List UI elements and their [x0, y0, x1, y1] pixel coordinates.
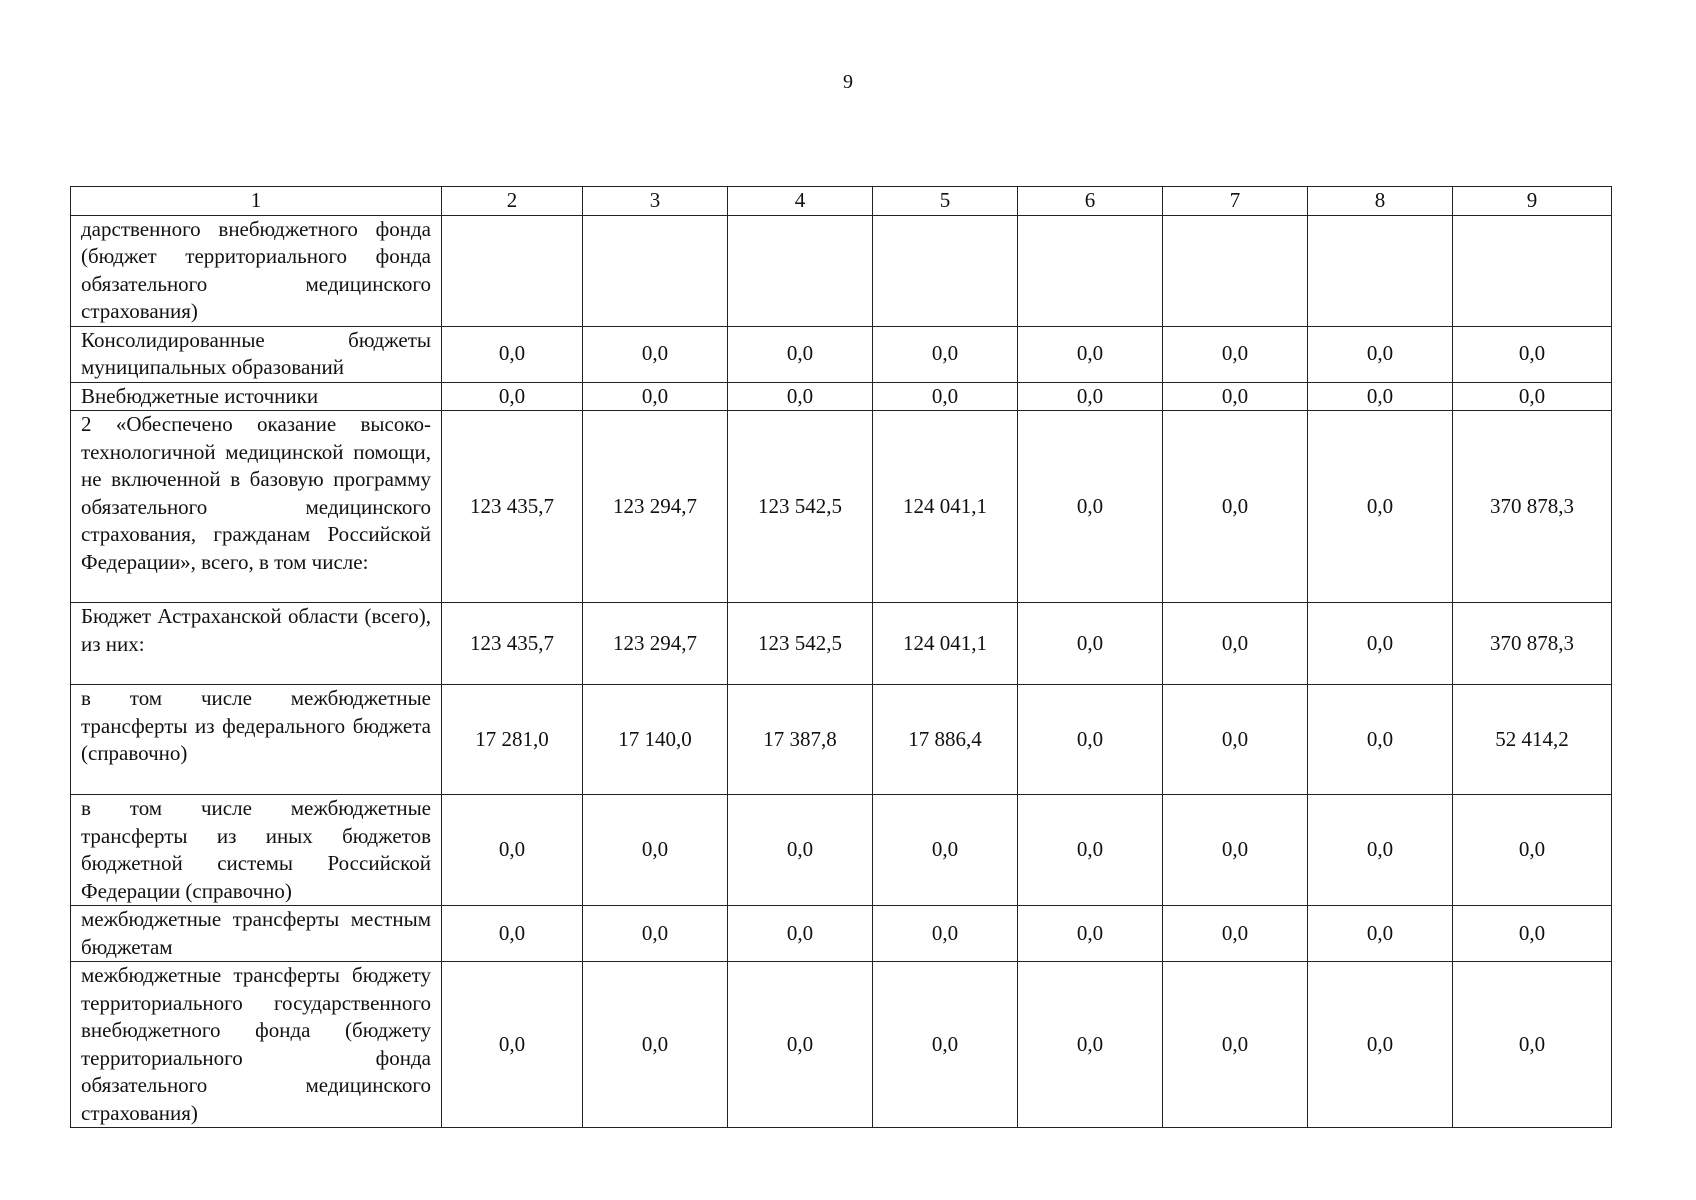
column-number: 3	[583, 187, 728, 216]
row-value: 17 387,8	[728, 685, 873, 795]
column-number: 2	[442, 187, 583, 216]
column-number: 8	[1308, 187, 1453, 216]
table-row	[71, 326, 1612, 382]
row-value: 0,0	[1453, 962, 1612, 1128]
row-value: 0,0	[442, 795, 583, 906]
table-row	[71, 411, 1612, 603]
row-value	[583, 215, 728, 326]
row-label: межбюджетные трансферты бюджету территориального государственного внебюджетного фонда (бюджету территориального фонда обязательного медицинского страхования)	[71, 962, 442, 1128]
column-number: 5	[873, 187, 1018, 216]
row-value: 0,0	[442, 906, 583, 962]
row-value: 0,0	[728, 962, 873, 1128]
row-value: 0,0	[1308, 685, 1453, 795]
row-value: 0,0	[583, 795, 728, 906]
page-number: 9	[843, 71, 853, 93]
row-value: 123 542,5	[728, 411, 873, 603]
row-value: 0,0	[728, 326, 873, 382]
row-value: 0,0	[1163, 326, 1308, 382]
row-value	[1308, 215, 1453, 326]
row-value: 0,0	[1163, 685, 1308, 795]
row-label: межбюджетные трансферты местным бюджетам	[71, 906, 442, 962]
row-value: 0,0	[1308, 382, 1453, 411]
row-value	[1453, 215, 1612, 326]
row-value: 124 041,1	[873, 603, 1018, 685]
row-value: 0,0	[1308, 411, 1453, 603]
row-value: 0,0	[1018, 962, 1163, 1128]
row-value: 0,0	[1163, 603, 1308, 685]
row-value: 0,0	[583, 962, 728, 1128]
row-value: 0,0	[873, 962, 1018, 1128]
row-value: 0,0	[1163, 382, 1308, 411]
row-label: дарственного внебюджетного фонда (бюджет территориального фонда обязательного медицинского страхования)	[71, 215, 442, 326]
column-number: 7	[1163, 187, 1308, 216]
row-value: 0,0	[1163, 962, 1308, 1128]
row-value: 370 878,3	[1453, 603, 1612, 685]
row-label: в том числе межбюджетные трансферты из иных бюджетов бюджетной системы Российской Федерации (справочно)	[71, 795, 442, 906]
row-value: 0,0	[873, 906, 1018, 962]
column-number: 1	[71, 187, 442, 216]
row-value: 0,0	[1018, 906, 1163, 962]
row-value: 0,0	[442, 962, 583, 1128]
row-value: 0,0	[1163, 411, 1308, 603]
row-value: 0,0	[1018, 795, 1163, 906]
row-value: 0,0	[583, 382, 728, 411]
row-value: 17 281,0	[442, 685, 583, 795]
row-value: 0,0	[1018, 685, 1163, 795]
row-value: 0,0	[442, 326, 583, 382]
row-value: 0,0	[873, 382, 1018, 411]
row-value: 123 542,5	[728, 603, 873, 685]
budget-table	[70, 186, 1612, 1128]
row-label: в том числе межбюджетные трансферты из федерального бюджета (справочно)	[71, 685, 442, 795]
table-row	[71, 382, 1612, 411]
row-value: 0,0	[728, 795, 873, 906]
row-value: 123 435,7	[442, 411, 583, 603]
row-value: 0,0	[1308, 962, 1453, 1128]
row-value: 0,0	[1453, 906, 1612, 962]
row-value: 0,0	[728, 906, 873, 962]
table-row	[71, 962, 1612, 1128]
row-label: 2 «Обеспечено оказание высокотехнологичной медицинской помощи, не включенной в базовую программу обязательного медицинского страхования, гражданам Российской Федерации», всего, в том числе:	[71, 411, 442, 603]
row-value: 0,0	[1018, 603, 1163, 685]
table-row	[71, 795, 1612, 906]
row-value: 0,0	[583, 326, 728, 382]
table-header-row	[71, 187, 1612, 216]
row-value: 0,0	[873, 795, 1018, 906]
table-row	[71, 603, 1612, 685]
row-value: 0,0	[1308, 603, 1453, 685]
row-value: 370 878,3	[1453, 411, 1612, 603]
row-value: 123 294,7	[583, 411, 728, 603]
row-value: 0,0	[1163, 906, 1308, 962]
row-value: 0,0	[583, 906, 728, 962]
row-value: 0,0	[1453, 795, 1612, 906]
row-value: 0,0	[1018, 411, 1163, 603]
table-row	[71, 685, 1612, 795]
table-row	[71, 906, 1612, 962]
row-value: 0,0	[1453, 326, 1612, 382]
table-row	[71, 215, 1612, 326]
row-label: Консолидированные бюджеты муниципальных образований	[71, 326, 442, 382]
row-value: 0,0	[1308, 906, 1453, 962]
row-value: 0,0	[442, 382, 583, 411]
row-value: 0,0	[1018, 382, 1163, 411]
row-label: Внебюджетные источники	[71, 382, 442, 411]
column-number: 4	[728, 187, 873, 216]
row-value	[442, 215, 583, 326]
row-value	[873, 215, 1018, 326]
row-label: Бюджет Астраханской области (всего), из них:	[71, 603, 442, 685]
row-value: 0,0	[1163, 795, 1308, 906]
row-value: 17 886,4	[873, 685, 1018, 795]
row-value: 124 041,1	[873, 411, 1018, 603]
column-number: 9	[1453, 187, 1612, 216]
row-value	[1018, 215, 1163, 326]
column-number: 6	[1018, 187, 1163, 216]
row-value: 52 414,2	[1453, 685, 1612, 795]
row-value: 0,0	[873, 326, 1018, 382]
row-value: 123 294,7	[583, 603, 728, 685]
row-value	[728, 215, 873, 326]
row-value: 123 435,7	[442, 603, 583, 685]
row-value	[1163, 215, 1308, 326]
row-value: 17 140,0	[583, 685, 728, 795]
row-value: 0,0	[1308, 326, 1453, 382]
row-value: 0,0	[1308, 795, 1453, 906]
row-value: 0,0	[1453, 382, 1612, 411]
row-value: 0,0	[1018, 326, 1163, 382]
row-value: 0,0	[728, 382, 873, 411]
